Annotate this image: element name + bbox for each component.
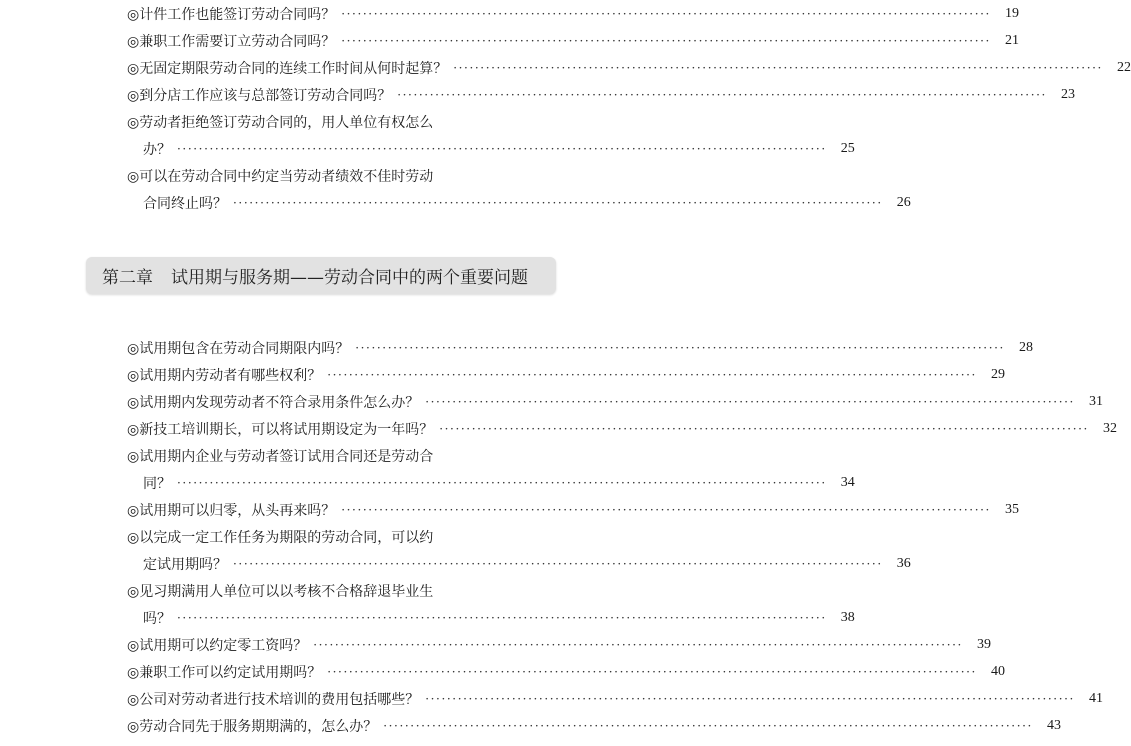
toc-leader-dots: ························································································································ [425, 394, 1075, 409]
toc-entry-title: ◎计件工作也能签订劳动合同吗？ [127, 6, 336, 23]
toc-leader-dots: ························································································································ [383, 718, 1033, 733]
toc-entry-line [127, 712, 1061, 739]
toc-entry-title: ◎见习期满用人单位可以以考核不合格辞退毕业生 [127, 583, 434, 600]
toc-entry-line [127, 388, 1103, 415]
toc-entry-title: ◎试用期可以约定零工资吗？ [127, 637, 308, 654]
toc-entry-title: ◎可以在劳动合同中约定当劳动者绩效不佳时劳动 [127, 168, 434, 185]
toc-leader-dots: ························································································································ [233, 556, 883, 571]
toc-leader-dots: ························································································································ [341, 502, 991, 517]
toc-entry [127, 361, 1005, 388]
toc-entry-title: ◎试用期内企业与劳动者签订试用合同还是劳动合 [127, 448, 434, 465]
chapter-title: 试用期与服务期——劳动合同中的两个重要问题 [171, 268, 528, 288]
toc-leader-dots: ························································································································ [341, 6, 991, 21]
toc-list-top [127, 0, 1131, 216]
toc-entry-line [127, 108, 520, 135]
toc-entry-line [127, 496, 1019, 523]
toc-entry-line [127, 415, 1117, 442]
toc-entry-title: ◎公司对劳动者进行技术培训的费用包括哪些？ [127, 691, 420, 708]
toc-entry [127, 415, 1117, 442]
toc-entry-title: 定试用期吗？ [143, 556, 227, 573]
toc-entry [127, 685, 1103, 712]
toc-page-number: 35 [1004, 501, 1019, 517]
toc-leader-dots: ························································································································ [439, 421, 1089, 436]
toc-entry [127, 496, 1019, 523]
toc-entry [127, 523, 911, 577]
toc-entry [127, 54, 1131, 81]
toc-page-number: 19 [1004, 5, 1019, 21]
toc-entry-line [127, 631, 991, 658]
toc-leader-dots: ························································································································ [425, 691, 1075, 706]
toc-entry [127, 27, 1019, 54]
toc-page-number: 43 [1046, 717, 1061, 733]
toc-entry-line [127, 658, 1005, 685]
toc-entry [127, 631, 991, 658]
toc-page-number: 38 [840, 609, 855, 625]
toc-leader-dots: ························································································································ [233, 195, 883, 210]
toc-entry-title: ◎无固定期限劳动合同的连续工作时间从何时起算？ [127, 60, 448, 77]
toc-entry-line [127, 361, 1005, 388]
toc-entry-line [127, 54, 1131, 81]
toc-entry-title: 办？ [143, 141, 171, 158]
toc-entry [127, 712, 1061, 739]
toc-entry-title: 同？ [143, 475, 171, 492]
toc-leader-dots: ························································································································ [313, 637, 963, 652]
toc-entry [127, 442, 855, 496]
toc-leader-dots: ························································································································ [453, 60, 1103, 75]
toc-entry-title: 合同终止吗？ [143, 195, 227, 212]
toc-entry [127, 334, 1033, 361]
toc-entry-title: ◎试用期包含在劳动合同期限内吗？ [127, 340, 350, 357]
toc-entry-title: ◎以完成一定工作任务为期限的劳动合同，可以约 [127, 529, 434, 546]
toc-entry-line [127, 604, 855, 631]
toc-entry-title: ◎新技工培训期长，可以将试用期设定为一年吗？ [127, 421, 434, 438]
toc-page-number: 25 [840, 140, 855, 156]
toc-entry-title: ◎兼职工作需要订立劳动合同吗？ [127, 33, 336, 50]
toc-page-number: 39 [976, 636, 991, 652]
toc-entry-line [127, 27, 1019, 54]
toc-page-number: 41 [1088, 690, 1103, 706]
toc-entry [127, 108, 855, 162]
toc-leader-dots: ························································································································ [341, 33, 991, 48]
chapter-heading [86, 257, 556, 294]
toc-page-number: 28 [1018, 339, 1033, 355]
toc-entry-line [127, 162, 520, 189]
toc-entry-line [127, 81, 1075, 108]
toc-leader-dots: ························································································································ [327, 367, 977, 382]
toc-entry-line [127, 469, 855, 496]
toc-list-bottom [127, 334, 1117, 739]
toc-entry-title: ◎兼职工作可以约定试用期吗？ [127, 664, 322, 681]
toc-leader-dots: ························································································································ [355, 340, 1005, 355]
toc-entry-line [127, 189, 911, 216]
chapter-number: 第二章 [102, 268, 153, 288]
toc-page-number: 29 [990, 366, 1005, 382]
toc-leader-dots: ························································································································ [177, 475, 827, 490]
toc-entry-title: ◎到分店工作应该与总部签订劳动合同吗？ [127, 87, 392, 104]
toc-page-number: 31 [1088, 393, 1103, 409]
toc-entry-line [127, 685, 1103, 712]
toc-entry [127, 162, 911, 216]
toc-page-number: 21 [1004, 32, 1019, 48]
toc-entry [127, 577, 855, 631]
toc-entry-title: 吗？ [143, 610, 171, 627]
toc-entry-line [127, 135, 855, 162]
toc-page-number: 40 [990, 663, 1005, 679]
toc-entry-line [127, 577, 520, 604]
toc-entry [127, 0, 1019, 27]
toc-entry-title: ◎劳动者拒绝签订劳动合同的，用人单位有权怎么 [127, 114, 434, 131]
toc-entry-title: ◎试用期可以归零，从头再来吗？ [127, 502, 336, 519]
toc-leader-dots: ························································································································ [397, 87, 1047, 102]
toc-entry [127, 388, 1103, 415]
toc-entry-title: ◎劳动合同先于服务期期满的，怎么办？ [127, 718, 378, 735]
toc-entry-title: ◎试用期内劳动者有哪些权利？ [127, 367, 322, 384]
toc-entry-title: ◎试用期内发现劳动者不符合录用条件怎么办？ [127, 394, 420, 411]
toc-page-number: 32 [1102, 420, 1117, 436]
toc-page-number: 26 [896, 194, 911, 210]
toc-entry-line [127, 334, 1033, 361]
toc-page-number: 23 [1060, 86, 1075, 102]
toc-leader-dots: ························································································································ [177, 141, 827, 156]
toc-page-number: 22 [1116, 59, 1131, 75]
toc-leader-dots: ························································································································ [327, 664, 977, 679]
toc-entry-line [127, 523, 520, 550]
toc-entry [127, 81, 1075, 108]
toc-page-number: 34 [840, 474, 855, 490]
toc-entry-line [127, 0, 1019, 27]
toc-entry-line [127, 442, 520, 469]
toc-page-number: 36 [896, 555, 911, 571]
toc-leader-dots: ························································································································ [177, 610, 827, 625]
toc-entry [127, 658, 1005, 685]
toc-entry-line [127, 550, 911, 577]
